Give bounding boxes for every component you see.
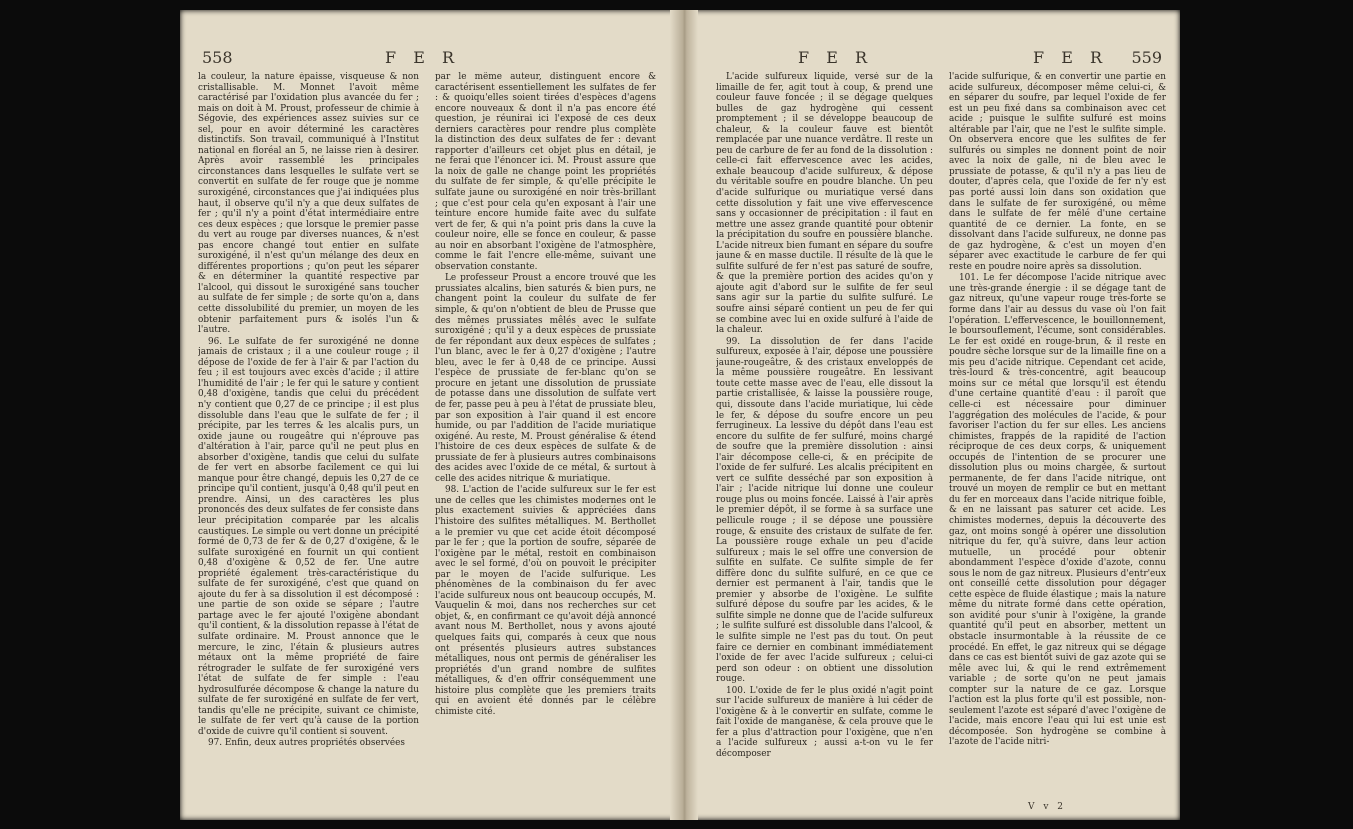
paragraph: Le professeur Proust a encore trouvé que les prussiates alcalins, bien saturés & bien purs, ne changent point la couleur du sulfate de fer simple, & qu'on n'obtient de bleu de Prusse que des mêmes prussiates mêlés avec le sulfate suroxigéné ; qu'il y a deux espèces de prussiate de fer répondant aux deux espèces de sulfates ; l'un blanc, avec le fer à 0,27 d'oxigène ; l'autre bleu, avec le fer à 0,48 de ce principe. Aussi l'espèce de prussiate de fer-blanc qu'on se procure en jetant une dissolution de prussiate de potasse dans une dissolution de sulfate vert de fer, passe peu à peu à l'état de prussiate bleu, par son exposition à l'air quand il est encore humide, ou par l'addition de l'acide muriatique oxigéné. Au reste, M. Proust généralise & étend l'histoire de ces deux espèces de sulfate & de prussiate de fer à plusieurs autres combinaisons des acides avec l'oxide de ce métal, & surtout à celle des acides nitrique & muriatique. [435, 273, 656, 484]
right-columns [716, 72, 1166, 800]
paragraph: 98. L'action de l'acide sulfureux sur le fer est une de celles que les chimistes modernes ont le plus exactement suivies & appréciées dans l'histoire des sulfites métalliques. M. Berthollet a le premier vu que cet acide étoit décomposé par le fer ; que la portion de soufre, séparée de l'oxigène par le métal, restoit en combinaison avec le sel formé, d'où on pouvoit le précipiter par le moyen de l'acide sulfurique. Les phénomènes de la combinaison du fer avec l'acide sulfureux nous ont beaucoup occupés, M. Vauquelin & moi, dans nos recherches sur cet objet, &, en confirmant ce qu'avoit déjà annoncé avant nous M. Berthollet, nous y avons ajouté quelques faits qui, comparés à ceux que nous ont présentés plusieurs autres substances métalliques, nous ont permis de généraliser les propriétés d'un grand nombre de sulfites métalliques, & d'en offrir conséquemment une histoire plus complète que les premiers traits qui en avoient été donnés par le célèbre chimiste cité. [435, 485, 656, 717]
page-number: 559 [1131, 48, 1162, 67]
column-2 [949, 72, 1166, 800]
signature-mark: V v 2 [1028, 802, 1067, 812]
paragraph: 100. L'oxide de fer le plus oxidé n'agit point sur l'acide sulfureux de manière à lui céder de l'oxigène & à le convertir en sulfate, comme le fait l'oxide de manganèse, & cela prouve que le fer a plus d'attraction pour l'oxigène, que n'en a l'acide sulfureux ; aussi a-t-on vu le fer décomposer [716, 685, 933, 759]
column-2 [435, 72, 656, 800]
running-head-left: F E R [798, 48, 873, 67]
left-page [180, 10, 670, 820]
column-1 [716, 72, 933, 800]
paragraph: l'acide sulfurique, & en convertir une partie en acide sulfureux, décomposer même celui-ci, & en séparer du soufre, par lequel l'oxide de fer est un peu fixé dans sa combinaison avec cet acide ; puisque le sulfite sulfuré est moins altérable par l'air, que ne l'est le sulfite simple. On observera encore que les sulfites de fer sulfurés ou simples ne donnent point de noir avec la noix de galle, ni de bleu avec le prussiate de potasse, & qu'il n'y a pas lieu de douter, d'après cela, que l'oxide de fer n'y est pas porté aussi loin dans son oxidation que dans le sulfate de fer suroxigéné, ou même dans le sulfate de fer mêlé d'une certaine quantité de ce dernier. La fonte, en se dissolvant dans l'acide sulfureux, ne donne pas de gaz hydrogène, & c'est un moyen d'en séparer avec exactitude le carbure de fer qui reste en poudre noire après sa dissolution. [949, 72, 1166, 272]
paragraph: L'acide sulfureux liquide, versé sur de la limaille de fer, agit tout à coup, & prend une couleur fauve foncée ; il se dégage quelques bulles de gaz hydrogène qui cessent promptement ; il se développe beaucoup de chaleur, & la couleur fauve est bientôt remplacée par une nuance verdâtre. Il reste un peu de carbure de fer au fond de la dissolution : celle-ci fait effervescence avec les acides, exhale beaucoup d'acide sulfureux, & dépose du véritable soufre en poudre blanche. Un peu d'acide sulfurique ou muriatique versé dans cette dissolution y fait une vive effervescence sans y occasionner de précipitation : il faut en mettre une assez grande quantité pour obtenir la précipitation du soufre en poussière blanche. L'acide nitreux bien fumant en sépare du soufre jaune & en masse ductile. Il résulte de là que le sulfite sulfuré de fer n'est pas saturé de soufre, & que la première portion des acides qu'on y ajoute agit d'abord sur le sulfite de fer seul sans agir sur la partie du sulfite sulfuré. Le soufre ainsi séparé contient un peu de fer qui se combine avec lui en oxide sulfuré à l'aide de la chaleur. [716, 72, 933, 336]
column-1 [198, 72, 419, 800]
paragraph: la couleur, la nature épaisse, visqueuse & non cristallisable. M. Monnet l'avoit même caractérisé par l'oxidation plus avancée du fer ; mais on doit à M. Proust, professeur de chimie à Ségovie, des expériences assez suivies sur ce sel, pour en avoir déterminé les caractères distinctifs. Son travail, communiqué à l'Institut national en floréal an 5, ne laisse rien à desirer. Après avoir rassemblé les principales circonstances dans lesquelles le sulfate vert se convertit en sulfate de fer rouge que je nomme suroxigéné, circonstances que j'ai indiquées plus haut, il observe qu'il n'y a que deux sulfates de fer ; qu'il n'y a point d'état intermédiaire entre ces deux espèces ; que lorsque le premier passe du vert au rouge par diverses nuances, & n'est pas encore changé tout entier en sulfate suroxigéné, il n'est qu'un mélange des deux en différentes proportions ; qu'on peut les séparer & en déterminer la quantité respective par l'alcool, qui dissout le suroxigéné sans toucher au sulfate de fer simple ; de sorte qu'on a, dans cette dissolubilité du premier, un moyen de les obtenir parfaitement purs & isolés l'un & l'autre. [198, 72, 419, 336]
paragraph: 101. Le fer décompose l'acide nitrique avec une très-grande énergie : il se dégage tant de gaz nitreux, qu'une vapeur rouge très-forte se forme dans l'air au dessus du vase où l'on fait l'opération. L'effervescence, le bouillonnement, le boursouflement, l'écume, sont considérables. Le fer est oxidé en rouge-brun, & il reste en poudre sèche lorsque sur de la limaille fine on a mis peu d'acide nitrique. Cependant cet acide, très-lourd & très-concentré, agit beaucoup moins sur ce métal que lorsqu'il est étendu d'une certaine quantité d'eau : il paroît que celle-ci est nécessaire pour diminuer l'aggrégation des molécules de l'acide, & pour favoriser l'action du fer sur elles. Les anciens chimistes, frappés de la rapidité de l'action réciproque de ces deux corps, & uniquement occupés de l'intention de se procurer une dissolution plus ou moins chargée, & surtout permanente, de fer dans l'acide nitrique, ont trouvé un moyen de remplir ce but en mettant du fer en morceaux dans l'acide nitrique foible, & en ne laissant pas saturer cet acide. Les chimistes modernes, depuis la découverte des gaz, ont moins songé à opérer une dissolution nitrique du fer, qu'à suivre, dans leur action mutuelle, un procédé pour obtenir abondamment l'espèce d'oxide d'azote, connu sous le nom de gaz nitreux. Plusieurs d'entr'eux ont conseillé cette dissolution pour dégager cette espèce de fluide élastique ; mais la nature même du nitrate formé dans cette opération, son avidité pour s'unir à l'oxigène, la grande quantité qu'il peut en absorber, mettent un obstacle insurmontable à la réussite de ce procédé. En effet, le gaz nitreux qui se dégage dans ce cas est bientôt suivi de gaz azote qui se mêle avec lui, & qui le rend extrêmement variable ; de sorte qu'on ne peut jamais compter sur la nature de ce gaz. Lorsque l'action est la plus forte qu'il est possible, non-seulement l'azote est séparé d'avec l'oxigène de l'acide, mais encore l'eau qui lui est unie est décomposée. Son hydrogène se combine à l'azote de l'acide nitri- [949, 273, 1166, 748]
paragraph: par le même auteur, distinguent encore & caractérisent essentiellement les sulfates de fer : & quoiqu'elles soient tirées d'espèces d'agens encore nouveaux & dont il n'a pas encore été question, je réunirai ici l'exposé de ces deux derniers caractères pour rendre plus complète la distinction des deux sulfates de fer : devant rapporter d'ailleurs cet objet plus en détail, je ne ferai que l'énoncer ici. M. Proust assure que la noix de galle ne change point les propriétés du sulfate de fer simple, & qu'elle précipite le sulfate jaune ou suroxigéné en noir très-brillant ; que c'est pour cela qu'en exposant à l'air une teinture encore humide faite avec du sulfate vert de fer, & qui n'a point pris dans la cuve la couleur noire, elle se fonce en couleur, & passe au noir en absorbant l'oxigène de l'atmosphère, comme le fait l'encre elle-même, suivant une observation constante. [435, 72, 656, 272]
right-page [698, 10, 1180, 820]
left-columns [198, 72, 656, 800]
book-gutter [670, 10, 698, 820]
paragraph: 99. La dissolution de fer dans l'acide sulfureux, exposée à l'air, dépose une poussière jaune-rougeâtre, & des cristaux enveloppés de la même poussière rougeâtre. En lessivant toute cette masse avec de l'eau, elle dissout la partie cristallisée, & laisse la poussière rouge, qui, dissoute dans l'acide muriatique, lui cède le fer, & dépose du soufre encore un peu ferrugineux. La lessive du dépôt dans l'eau est encore du sulfite de fer sulfuré, moins chargé de soufre que la première dissolution : ainsi l'air décompose celle-ci, & en précipite de l'oxide de fer sulfuré. Les alcalis précipitent en vert ce sulfite desséché par son exposition à l'air ; l'acide nitrique lui donne une couleur rouge plus ou moins foncée. Laissé à l'air après le premier dépôt, il se forme à sa surface une pellicule rouge ; il se dépose une poussière rouge, & ensuite des cristaux de sulfate de fer. La poussière rouge exhale un peu d'acide sulfureux ; mais le sel offre une conversion de sulfite en sulfate. Ce sulfite simple de fer diffère donc du sulfite sulfuré, en ce que ce dernier est permanent à l'air, tandis que le premier y absorbe de l'oxigène. Le sulfite sulfuré dépose du soufre par les acides, & le sulfite simple ne donne que de l'acide sulfureux ; le sulfite sulfuré est dissoluble dans l'alcool, & le sulfite simple ne l'est pas du tout. On peut faire ce dernier en combinant immédiatement l'oxide de fer avec l'acide sulfureux ; celui-ci perd son odeur : on obtient une dissolution rouge. [716, 336, 933, 685]
paragraph: 96. Le sulfate de fer suroxigéné ne donne jamais de cristaux ; il a une couleur rouge ; il dépose de l'oxide de fer à l'air & par l'action du feu ; il est toujours avec excès d'acide ; il attire l'humidité de l'air ; le fer qui le sature y contient 0,48 d'oxigène, tandis que celui du précédent n'y contient que 0,27 de ce principe ; il est plus dissoluble dans l'eau que le sulfate de fer ; il précipite, par les terres & les alcalis purs, un oxide jaune ou rougeâtre qui n'éprouve pas d'altération à l'air, parce qu'il ne peut plus en absorber d'oxigène, tandis que celui du sulfate de fer vert en absorbe facilement ce qui lui manque pour être changé, depuis les 0,27 de ce principe qu'il contient, jusqu'à 0,48 qu'il peut en prendre. Ainsi, un des caractères les plus prononcés des deux sulfates de fer consiste dans leur précipitation comparée par les alcalis caustiques. Le simple ou vert donne un précipité formé de 0,73 de fer & de 0,27 d'oxigène, & le sulfate suroxigéné en fournit un qui contient 0,48 d'oxigène & 0,52 de fer. Une autre propriété également très-caractéristique du sulfate de fer suroxigéné, c'est que quand on ajoute du fer à sa dissolution il est décomposé : une partie de son oxide se sépare ; l'autre partage avec le fer ajouté l'oxigène abondant qu'il contient, & la dissolution repasse à l'état de sulfate ordinaire. M. Proust annonce que le mercure, le zinc, l'étain & plusieurs autres métaux ont la même propriété de faire rétrograder le sulfate de fer suroxigéné vers l'état de sulfate de fer simple : l'eau hydrosulfurée décompose & change la nature du sulfate de fer suroxigéné en sulfate de fer vert, tandis qu'elle ne précipite, suivant ce chimiste, le sulfate de fer vert qu'à cause de la portion d'oxide de cuivre qu'il contient si souvent. [198, 336, 419, 737]
book-spread [180, 10, 1180, 820]
paragraph: 97. Enfin, deux autres propriétés observées [208, 738, 405, 749]
running-head: F E R [385, 48, 460, 67]
running-head-right: F E R [1033, 48, 1108, 67]
page-number: 558 [202, 48, 233, 67]
